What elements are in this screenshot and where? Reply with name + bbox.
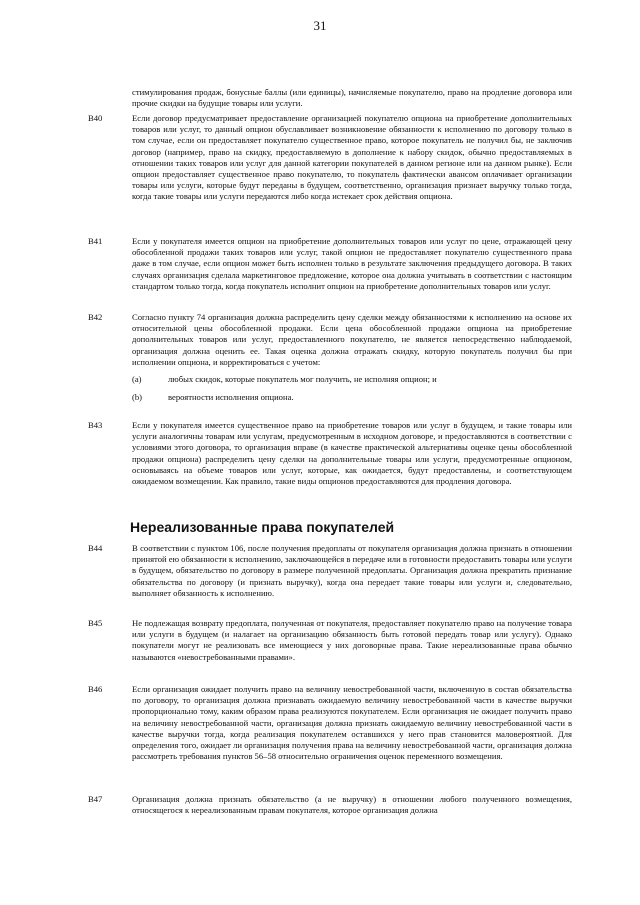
paragraph-text: стимулирования продаж, бонусные баллы (или единицы), начисляемые покупателю, право на продление договора или прочие скидки на будущие товары или услуги. [132, 87, 572, 109]
list-item-text: вероятности исполнения опциона. [168, 392, 294, 403]
paragraph-label: B41 [88, 236, 103, 246]
paragraph-text: Согласно пункту 74 организация должна распределить цену сделки между обязанностями к исполнению на основе их относительной цены обособленной продажи. Если цена обособленной продажи опциона на приобретение дополнительных товаров или услуг, предоставленного покупателю, не является непосредственно наблюдаемой, организация должна оценить ее. Такая оценка должна отражать скидку, которую покупатель получил бы при исполнении опциона, и корректироваться с учетом: [132, 312, 572, 367]
paragraph-label: B42 [88, 312, 103, 322]
paragraph-text: В соответствии с пунктом 106, после получения предоплаты от покупателя организация должна признать в отношении принятой ею обязанности к исполнению, заключающейся в передаче или в готовности предоставить товары или услуги в будущем, обязательство по договору в размере полученной предоплаты. Организация должна прекратить признание обязательства по договору (и признать выручку), когда она передает такие товары или услуги и, следовательно, выполняет обязанность к исполнению. [132, 543, 572, 598]
paragraph-b46 [88, 684, 572, 762]
paragraph-b42 [88, 312, 572, 410]
paragraph-b45 [88, 618, 572, 663]
paragraph-label: B46 [88, 684, 103, 694]
page-number: 31 [313, 18, 327, 33]
list-item-label: (b) [132, 392, 143, 403]
paragraph-text: Если у покупателя имеется существенное право на приобретение товаров или услуг в будущем, и такие товары или услуги аналогичны товарам или услугам, предусмотренным в исходном договоре, и предоставляются в соответствии с условиями этого договора, то организация вправе (в качестве практической альтернативы оценке цены обособленной продажи опциона) распределить цену сделки на дополнительные товары или услуги, предусмотренные опционом, основываясь на объеме товаров или услуг, которые, как ожидается, будут предоставлены, и соответствующем ожидаемом возмещении. Как правило, такие виды опционов предоставляются для продления договора. [132, 420, 572, 487]
paragraph-text: Организация должна признать обязательство (а не выручку) в отношении любого полученного возмещения, относящегося к нереализованным правам покупателя, которое организация должна [132, 794, 572, 816]
paragraph-b44 [88, 543, 572, 599]
list-item-text: любых скидок, которые покупатель мог получить, не исполняя опцион; и [168, 374, 437, 385]
list-item-label: (a) [132, 374, 142, 385]
paragraph-text: Если договор предусматривает предоставление организацией покупателю опциона на приобретение дополнительных товаров или услуг, то данный опцион обуславливает возникновение обязанности к исполнению по договору только в том случае, если он предоставляет покупателю существенное право, которое покупатель не получил бы, не заключив договор (например, право на скидку, предоставляемую в дополнение к набору скидок, обычно предоставляемых в отношении таких товаров или услуг для данной категории покупателей в данном регионе или на данном рынке). Если опцион предоставляет существенное право покупателю, то покупатель фактически авансом оплачивает организации товары или услуги, которые будут переданы в будущем, соответственно, организация признает выручку только тогда, когда такие товары или услуги передаются либо когда истекает срок действия опциона. [132, 113, 572, 202]
paragraph-b41 [88, 236, 572, 292]
list-item [132, 374, 572, 386]
paragraph-b43 [88, 420, 572, 487]
paragraph-label: B44 [88, 543, 103, 553]
paragraph-text: Не подлежащая возврату предоплата, полученная от покупателя, предоставляет покупателю право на получение товара или услуги в будущем (и налагает на организацию обязанность быть готовой передать товар или услугу). Однако покупатели могут не реализовать все имеющиеся у них договорные права. Такие нереализованные права обычно называются «невостребованными правами». [132, 618, 572, 662]
paragraph-label: B47 [88, 794, 103, 804]
paragraph-text: Если организация ожидает получить право на величину невостребованной части, включенную в состав обязательства по договору, то организация должна признавать ожидаемую величину невостребованной части в качестве выручки пропорционально тому, каким образом права реализуются покупателем. Если организация не ожидает получить право на величину невостребованной части, организация должна признать ожидаемую величину невостребованной части в качестве выручки тогда, когда реализация покупателем оставшихся у него прав становится маловероятной. Для определения того, ожидает ли организация получения права на величину невостребованной части, организация должна рассмотреть требования пунктов 56–58 относительно ограничения оценок переменного возмещения. [132, 684, 572, 762]
section-heading: Нереализованные права покупателей [130, 519, 395, 535]
paragraph-text: Если у покупателя имеется опцион на приобретение дополнительных товаров или услуг по цене, отражающей цену обособленной продажи таких товаров или услуг, такой опцион не предоставляет покупателю существенного права даже в том случае, если опцион может быть исполнен только в результате заключения предыдущего договора. В таких случаях организация сделала маркетинговое предложение, которое она должна учитывать в соответствии с настоящим стандартом только тогда, когда покупатель исполнит опцион на приобретение дополнительных товаров или услуг. [132, 236, 572, 291]
paragraph-b40 [88, 113, 572, 203]
paragraph-label: B43 [88, 420, 103, 430]
paragraph-label: B40 [88, 113, 103, 123]
b42-sublist [132, 374, 572, 404]
paragraph-b47 [88, 794, 572, 816]
paragraph-label: B45 [88, 618, 103, 628]
paragraph-continuation [92, 87, 572, 109]
list-item [132, 392, 572, 404]
